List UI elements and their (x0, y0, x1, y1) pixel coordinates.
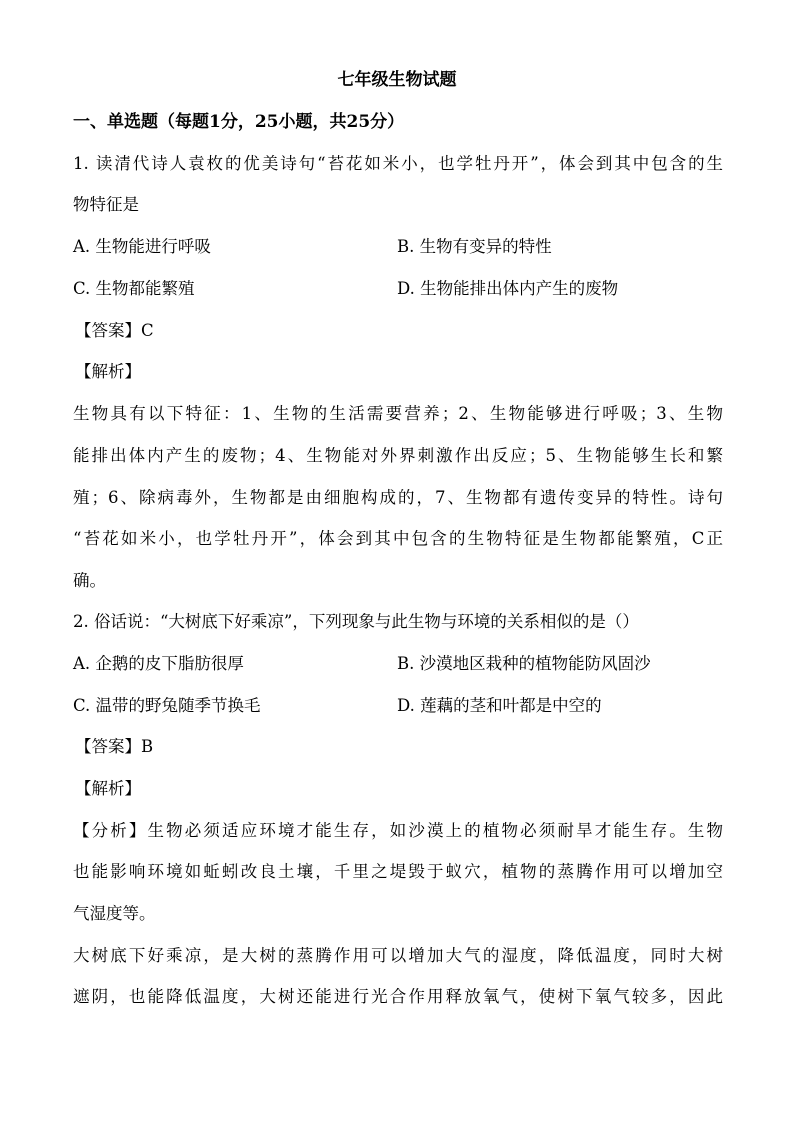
q1-analysis-line-1: 生物具有以下特征：1、生物的生活需要营养；2、生物能够进行呼吸；3、生物 (73, 404, 723, 423)
page-title: 七年级生物试题 (337, 70, 457, 90)
q1-analysis-line-5: 确。 (73, 571, 106, 590)
q2-analysis-label: 【解析】 (75, 779, 141, 798)
q2-option-a: A. 企鹅的皮下脂肪很厚 (73, 654, 244, 673)
q2-analysis-line-4: 大树底下好乘凉，是大树的蒸腾作用可以增加大气的湿度，降低温度，同时大树 (73, 946, 723, 965)
q1-analysis-line-2: 能排出体内产生的废物；4、生物能对外界刺激作出反应；5、生物能够生长和繁 (73, 446, 723, 465)
q1-option-a: A. 生物能进行呼吸 (73, 237, 211, 256)
q2-answer: 【答案】B (75, 737, 154, 756)
q1-stem-line-2: 物特征是 (73, 195, 139, 214)
q1-stem-line-1: 1. 读清代诗人袁枚的优美诗句“苔花如米小，也学牡丹开”，体会到其中包含的生 (73, 154, 723, 173)
q1-answer: 【答案】C (75, 321, 154, 340)
q1-option-d: D. 生物能排出体内产生的废物 (397, 279, 619, 298)
q2-option-d: D. 莲藕的茎和叶都是中空的 (397, 696, 602, 715)
q1-analysis-line-4: “苔花如米小，也学牡丹开”，体会到其中包含的生物特征是生物都能繁殖，C正 (73, 529, 723, 548)
q2-analysis-line-2: 也能影响环境如蚯蚓改良土壤，千里之堤毁于蚁穴，植物的蒸腾作用可以增加空 (73, 862, 723, 881)
q1-analysis-label: 【解析】 (75, 362, 141, 381)
q2-analysis-line-3: 气湿度等。 (73, 904, 156, 923)
q1-option-c: C. 生物都能繁殖 (73, 279, 195, 298)
q2-analysis-line-5: 遮阴，也能降低温度，大树还能进行光合作用释放氧气，使树下氧气较多，因此 (73, 987, 723, 1006)
q1-analysis-line-3: 殖；6、除病毒外，生物都是由细胞构成的，7、生物都有遗传变异的特性。诗句 (73, 488, 723, 507)
q1-option-b: B. 生物有变异的特性 (397, 237, 552, 256)
q2-option-b: B. 沙漠地区栽种的植物能防风固沙 (397, 654, 651, 673)
q2-analysis-line-1: 【分析】生物必须适应环境才能生存，如沙漠上的植物必须耐旱才能生存。生物 (73, 821, 723, 840)
q2-stem-line-1: 2. 俗话说：“大树底下好乘凉”，下列现象与此生物与环境的关系相似的是（） (73, 612, 639, 631)
section-heading: 一、单选题（每题1分，25小题，共25分） (73, 112, 405, 132)
q2-option-c: C. 温带的野兔随季节换毛 (73, 696, 261, 715)
